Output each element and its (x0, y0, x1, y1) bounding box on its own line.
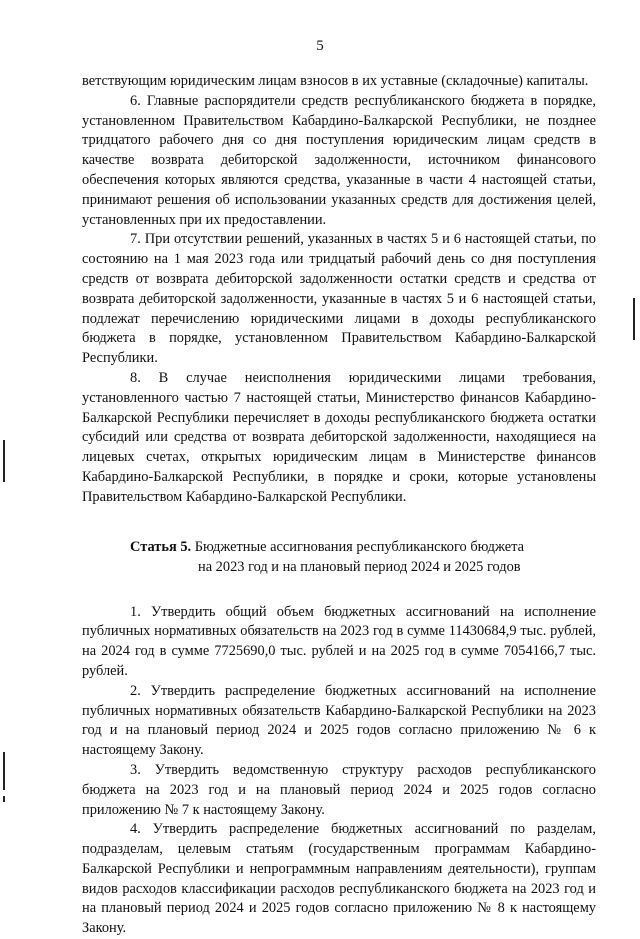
scan-mark-left-2 (3, 752, 5, 790)
paragraph-part-6: 6. Главные распорядители средств республиканского бюджета в порядке, установленном Правительством Кабардино-Балкарской Республики, не позднее тридцатого рабочего дня со дня поступления юридическим лицам средств в качестве возврата дебиторской задолженности, источником финансового обеспечения которых являются средства, указанные в части 4 настоящей статьи, принимают решения об использовании указанных средств для достижения целей, установленных при их предоставлении. (82, 92, 596, 228)
paragraph-part-8: 8. В случае неисполнения юридическими лицами требования, установленного частью 7 настоящей статьи, Министерство финансов Кабардино-Балкарской Республики перечисляет в доходы республиканского бюджета остатки субсидий или средства от возврата дебиторской задолженности, находящиеся на лицевых счетах, открытых юридическим лицам в Министерстве финансов Кабардино-Балкарской Республики, в порядке и сроки, которые установлены Правительством Кабардино-Балкарской Республики. (82, 369, 596, 505)
paragraph-continuation: ветствующим юридическим лицам взносов в их уставные (складочные) капиталы. (82, 73, 589, 89)
article-title-line2: на 2023 год и на плановый период 2024 и 2025 годов (198, 558, 521, 575)
scan-mark-right (633, 298, 635, 340)
paragraph-item-1: 1. Утвердить общий объем бюджетных ассигнований на исполнение публичных нормативных обязательств на 2023 год в сумме 11430684,9 тыс. рублей, на 2024 год в сумме 7725690,0 тыс. рублей и на 2025 год в сумме 7054166,7 тыс. рублей. (82, 603, 596, 679)
article-title-line1: Бюджетные ассигнования республиканского бюджета (194, 538, 524, 555)
paragraph-item-4: 4. Утвердить распределение бюджетных ассигнований по разделам, подразделам, целевым статьям (государственным программам Кабардино-Балкарской Республики и непрограммным направлениям деятельности), группам видов расходов классификации расходов республиканского бюджета на 2023 год и на плановый период 2024 и 2025 годов согласно приложению № 8 к настоящему Закону. (82, 821, 596, 937)
page-number: 5 (316, 38, 324, 54)
scan-mark-left-3 (3, 796, 5, 802)
paragraph-part-7: 7. При отсутствии решений, указанных в частях 5 и 6 настоящей статьи, по состоянию на 1 мая 2023 года или тридцатый рабочий день со дня поступления средств от возврата дебиторской задолженности остатки средств и средства от возврата дебиторской задолженности, указанные в частях 5 и 6 настоящей статьи, подлежат перечислению юридическими лицами в доходы республиканского бюджета в порядке, установленном Правительством Кабардино-Балкарской Республики. (82, 231, 596, 367)
paragraph-item-3: 3. Утвердить ведомственную структуру расходов республиканского бюджета на 2023 год и на плановый период 2024 и 2025 годов согласно приложению № 7 к настоящему Закону. (82, 761, 596, 818)
paragraph-item-2: 2. Утвердить распределение бюджетных ассигнований на исполнение публичных нормативных обязательств Кабардино-Балкарской Республики на 2023 год и на плановый период 2024 и 2025 годов согласно приложению № 6 к настоящему Закону. (82, 682, 596, 759)
document-body (82, 72, 596, 939)
article-label: Статья 5. (130, 538, 192, 555)
article-heading (82, 537, 596, 577)
scan-mark-left-1 (3, 440, 5, 482)
